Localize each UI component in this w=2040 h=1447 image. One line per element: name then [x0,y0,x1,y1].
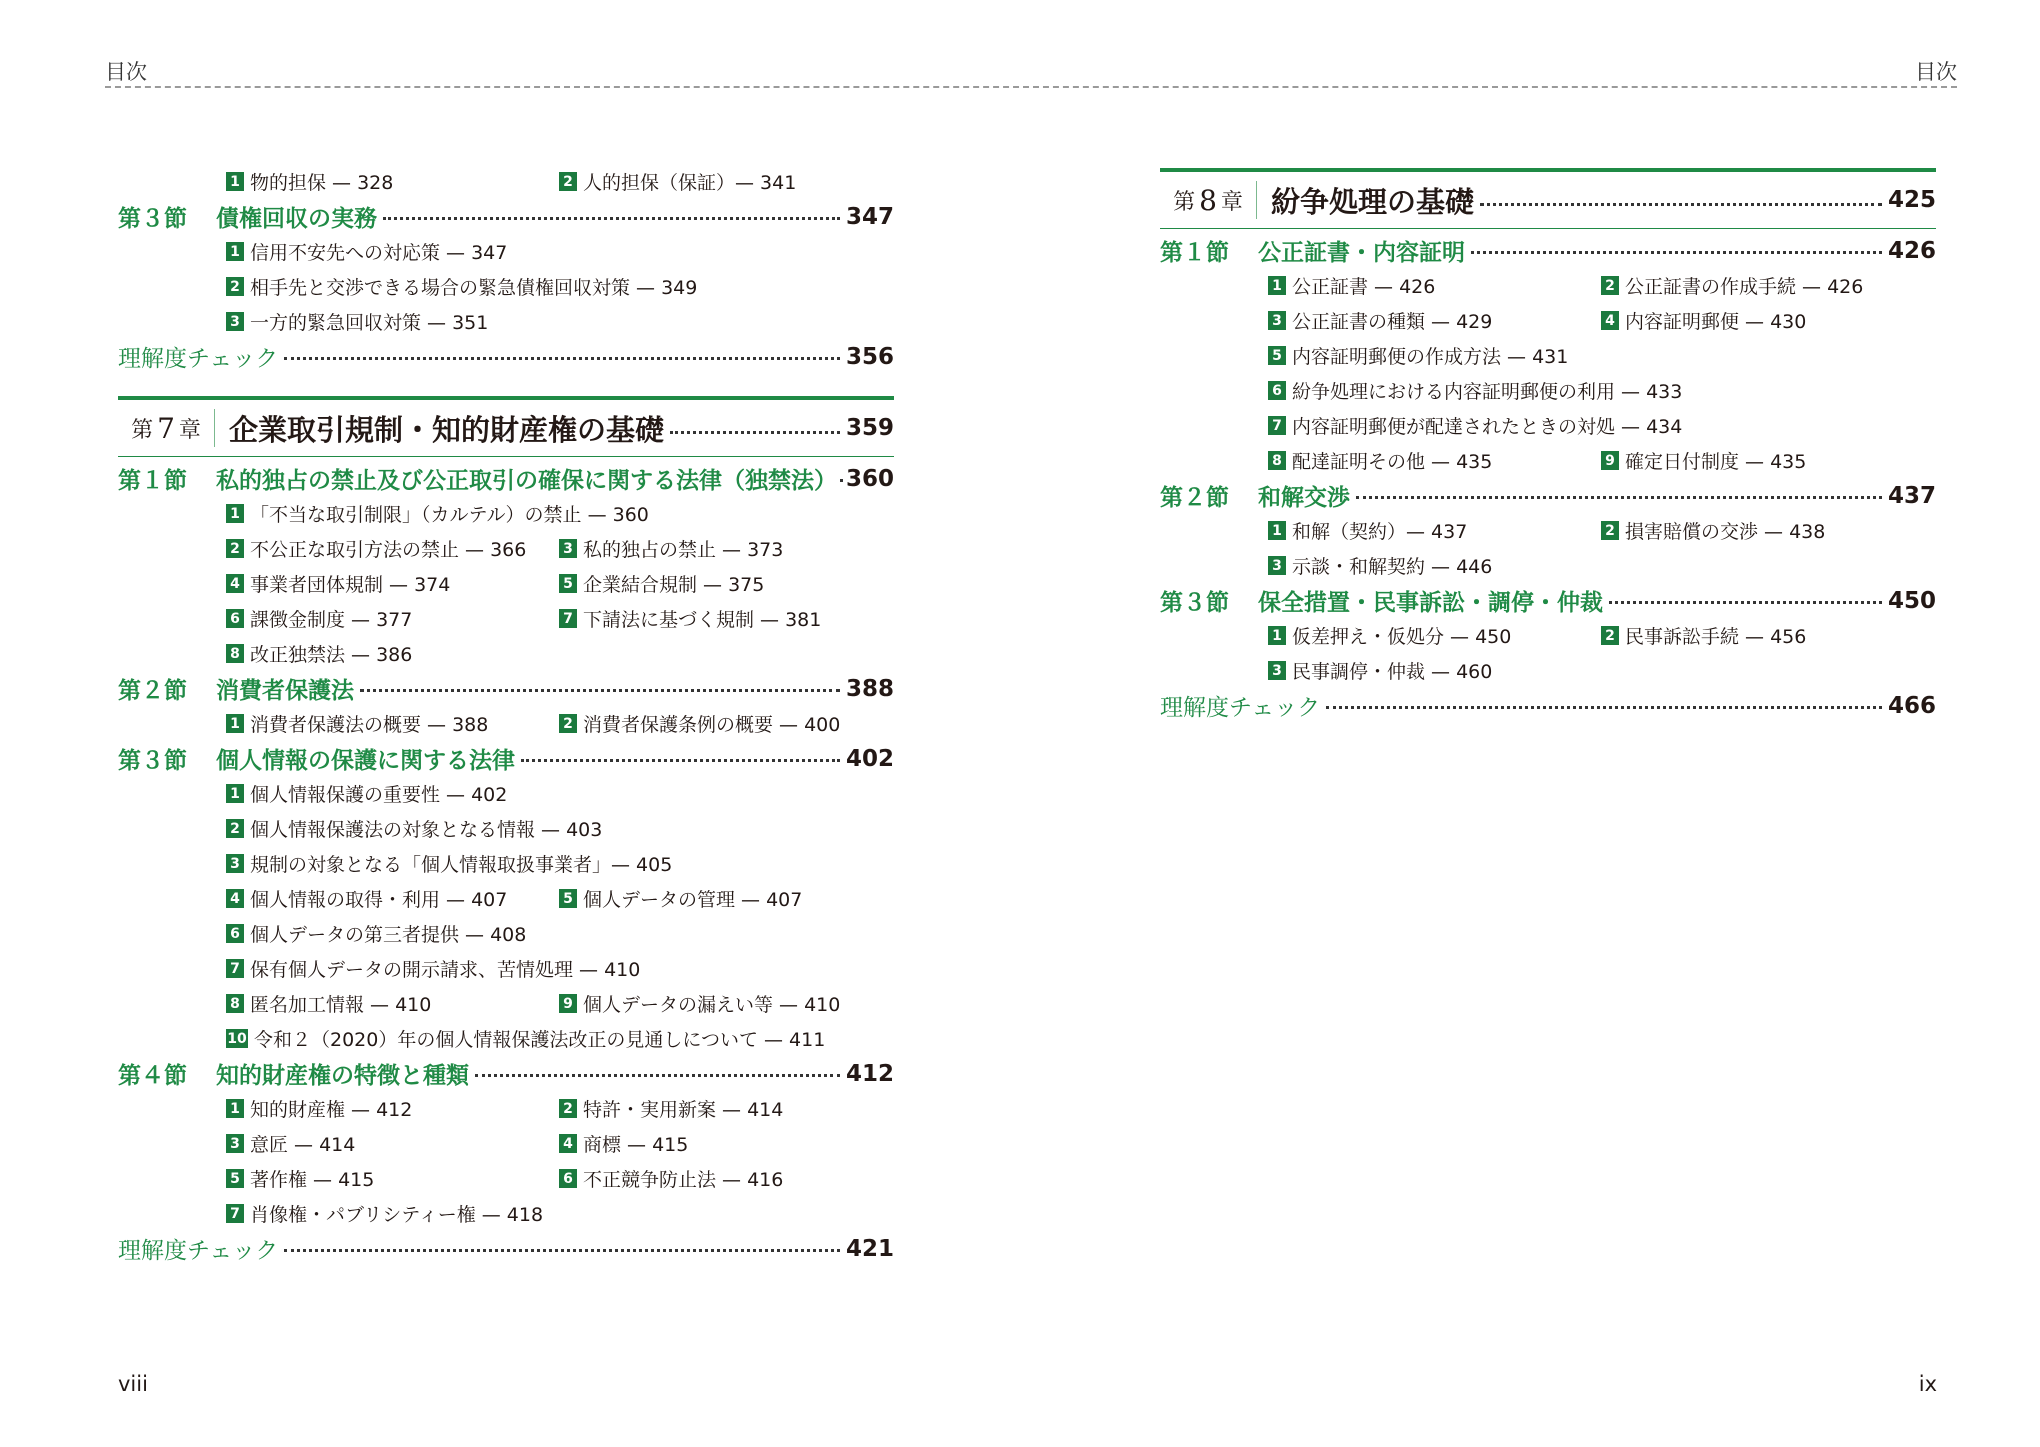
item-list [118,234,894,339]
section-entry[interactable] [118,199,894,234]
toc-item[interactable] [1268,517,1601,544]
item-number-badge: 2 [1601,276,1619,295]
item-text: 下請法に基づく規制 — 381 [583,609,822,631]
item-number-badge: 6 [226,924,244,943]
item-number-badge: 2 [226,277,244,296]
item-number-badge: 8 [1268,451,1286,470]
section-title: 個人情報の保護に関する法律 [216,748,515,774]
item-number-badge: 2 [559,1099,577,1118]
review-check-label: 理解度チェック [118,1238,279,1264]
item-text: 公正証書の種類 — 429 [1292,311,1493,333]
toc-item[interactable] [559,1095,783,1122]
item-text: 内容証明郵便 — 430 [1625,311,1807,333]
toc-item[interactable] [1601,622,1806,649]
page-number: 437 [1887,482,1936,509]
toc-item[interactable] [226,815,602,842]
toc-item[interactable] [226,168,559,195]
toc-item[interactable] [226,885,559,912]
item-text: 知的財産権 — 412 [250,1099,413,1121]
page-number: 388 [845,675,894,702]
toc-item[interactable] [1268,412,1682,439]
leader-dots [284,1249,840,1252]
toc-item[interactable] [559,1130,688,1157]
review-check-entry[interactable] [118,1231,894,1266]
item-number-badge: 2 [226,819,244,838]
toc-item[interactable] [226,273,697,300]
item-number-badge: 8 [226,644,244,663]
toc-item[interactable] [1268,377,1682,404]
toc-item[interactable] [226,500,649,527]
toc-item[interactable] [559,168,796,195]
item-text: 個人情報の取得・利用 — 407 [250,889,508,911]
item-text: 「不当な取引制限」（カルテル）の禁止 — 360 [250,504,649,526]
item-number-badge: 3 [559,539,577,558]
chapter-label: 第 7 章 [118,409,215,447]
page-number: 360 [845,465,894,492]
item-text: 個人データの漏えい等 — 410 [583,994,841,1016]
item-text: 個人データの管理 — 407 [583,889,803,911]
item-number-badge: 7 [1268,416,1286,435]
item-text: 仮差押え・仮処分 — 450 [1292,626,1512,648]
page-number: 426 [1887,237,1936,264]
toc-item[interactable] [1601,517,1825,544]
section-entry[interactable] [1160,233,1936,268]
item-text: 保有個人データの開示請求、苦情処理 — 410 [250,959,641,981]
item-number-badge: 3 [1268,311,1286,330]
item-text: 損害賠償の交渉 — 438 [1625,521,1826,543]
toc-item[interactable] [226,990,559,1017]
item-text: 匿名加工情報 — 410 [250,994,432,1016]
leader-dots [670,431,840,434]
page-number: 425 [1887,187,1936,213]
chapter-title: 企業取引規制・知的財産権の基礎 [229,412,665,447]
chapter-heading[interactable] [1160,168,1936,229]
item-number-badge: 2 [226,539,244,558]
item-number-badge: 5 [559,889,577,908]
toc-item[interactable] [226,605,559,632]
toc-item[interactable] [559,570,764,597]
item-text: 物的担保 — 328 [250,172,394,194]
section-title: 公正証書・内容証明 [1258,240,1465,266]
leader-dots [1471,251,1882,254]
item-text: 事業者団体規制 — 374 [250,574,451,596]
section-entry[interactable] [118,741,894,776]
leader-dots [521,759,840,762]
toc-item[interactable] [226,1025,825,1052]
running-header-right: 目次 [1915,60,1957,84]
item-text: 個人情報保護の重要性 — 402 [250,784,508,806]
section-title: 消費者保護法 [216,678,354,704]
page-folio-left: viii [118,1372,148,1396]
item-number-badge: 1 [226,1099,244,1118]
leader-dots [360,689,840,692]
section-label: 第４節 [118,1063,187,1089]
item-number-badge: 2 [1601,521,1619,540]
leader-dots [1609,601,1882,604]
item-number-badge: 7 [226,959,244,978]
section-title: 債権回収の実務 [216,206,377,232]
section-entry[interactable] [118,671,894,706]
item-number-badge: 7 [559,609,577,628]
page-number: 466 [1887,692,1936,719]
page-number: 347 [845,203,894,230]
item-list [118,706,894,741]
toc-item[interactable] [1268,552,1492,579]
toc-item[interactable] [1601,307,1806,334]
item-number-badge: 9 [1601,451,1619,470]
section-entry[interactable] [1160,478,1936,513]
item-text: 肖像権・パブリシティー権 — 418 [250,1204,544,1226]
item-number-badge: 8 [226,994,244,1013]
toc-item[interactable] [226,570,559,597]
toc-item[interactable] [559,885,802,912]
item-number-badge: 1 [226,172,244,191]
item-number-badge: 4 [226,574,244,593]
item-number-badge: 1 [226,242,244,261]
item-text: 民事訴訟手続 — 456 [1625,626,1807,648]
section-label: 第１節 [1160,240,1229,266]
section-entry[interactable] [118,461,894,496]
item-number-badge: 2 [559,172,577,191]
toc-item[interactable] [226,780,507,807]
item-number-badge: 6 [226,609,244,628]
item-number-badge: 5 [226,1169,244,1188]
toc-left-column [118,164,894,1266]
item-text: 和解（契約）— 437 [1292,521,1468,543]
item-list [118,496,894,671]
toc-item[interactable] [559,535,783,562]
page-folio-right: ix [1918,1372,1937,1396]
item-number-badge: 3 [1268,661,1286,680]
review-check-label: 理解度チェック [118,346,279,372]
leader-dots [1326,706,1882,709]
review-check-entry[interactable] [1160,688,1936,723]
chapter-number: 8 [1199,183,1217,217]
toc-item[interactable] [226,920,526,947]
toc-item[interactable] [226,955,640,982]
item-text: 個人情報保護法の対象となる情報 — 403 [250,819,603,841]
leader-dots [1356,496,1882,499]
item-text: 内容証明郵便が配達されたときの対処 — 434 [1292,416,1683,438]
page-number: 412 [845,1060,894,1087]
running-header-left: 目次 [105,60,147,84]
item-number-badge: 4 [559,1134,577,1153]
toc-item[interactable] [559,1165,783,1192]
item-number-badge: 3 [226,312,244,331]
item-text: 民事調停・仲裁 — 460 [1292,661,1493,683]
item-number-badge: 1 [1268,276,1286,295]
item-number-badge: 1 [1268,521,1286,540]
item-number-badge: 3 [1268,556,1286,575]
item-number-badge: 2 [1601,626,1619,645]
section-label: 第２節 [118,678,187,704]
item-text: 消費者保護法の概要 — 388 [250,714,489,736]
toc-item[interactable] [559,990,840,1017]
leader-dots [383,217,840,220]
item-text: 配達証明その他 — 435 [1292,451,1493,473]
toc-item[interactable] [1268,657,1492,684]
item-list [1160,268,1936,478]
item-text: 相手先と交渉できる場合の緊急債権回収対策 — 349 [250,277,698,299]
item-number-badge: 4 [226,889,244,908]
item-number-badge: 5 [559,574,577,593]
item-text: 私的独占の禁止 — 373 [583,539,784,561]
review-check-entry[interactable] [118,339,894,374]
item-number-badge: 3 [226,854,244,873]
item-text: 紛争処理における内容証明郵便の利用 — 433 [1292,381,1683,403]
item-list [1160,513,1936,583]
page-number: 421 [845,1235,894,1262]
item-text: 確定日付制度 — 435 [1625,451,1807,473]
toc-item[interactable] [226,1130,559,1157]
section-label: 第３節 [118,748,187,774]
section-entry[interactable] [118,1056,894,1091]
leader-dots [475,1074,840,1077]
item-number-badge: 4 [1601,311,1619,330]
toc-item[interactable] [559,710,840,737]
item-list [118,1091,894,1231]
toc-item[interactable] [1268,272,1601,299]
section-title: 和解交渉 [1258,485,1350,511]
item-number-badge: 6 [1268,381,1286,400]
item-number-badge: 2 [559,714,577,733]
toc-item[interactable] [226,710,559,737]
item-number-badge: 7 [226,1204,244,1223]
item-text: 規制の対象となる「個人情報取扱事業者」— 405 [250,854,673,876]
toc-item[interactable] [1268,342,1568,369]
review-check-label: 理解度チェック [1160,695,1321,721]
item-text: 商標 — 415 [583,1134,689,1156]
item-number-badge: 1 [226,504,244,523]
item-text: 示談・和解契約 — 446 [1292,556,1493,578]
section-title: 私的独占の禁止及び公正取引の確保に関する法律（独禁法） [216,468,837,494]
toc-item[interactable] [226,1095,559,1122]
item-number-badge: 3 [226,1134,244,1153]
item-text: 公正証書の作成手続 — 426 [1625,276,1864,298]
leader-dots [284,357,840,360]
toc-item[interactable] [226,640,412,667]
toc-item[interactable] [226,1200,543,1227]
leader-dots [840,479,843,482]
toc-item[interactable] [1268,307,1601,334]
item-text: 令和２（2020）年の個人情報保護法改正の見通しについて — 411 [254,1029,826,1051]
toc-item[interactable] [226,308,488,335]
item-number-badge: 1 [226,784,244,803]
item-text: 内容証明郵便の作成方法 — 431 [1292,346,1569,368]
item-text: 公正証書 — 426 [1292,276,1436,298]
page-number: 450 [1887,587,1936,614]
section-label: 第１節 [118,468,187,494]
item-text: 消費者保護条例の概要 — 400 [583,714,841,736]
item-text: 課徴金制度 — 377 [250,609,413,631]
leader-dots [1480,203,1882,206]
section-label: 第３節 [118,206,187,232]
item-text: 特許・実用新案 — 414 [583,1099,784,1121]
toc-item[interactable] [226,238,507,265]
section-title: 保全措置・民事訴訟・調停・仲裁 [1258,590,1603,616]
toc-item[interactable] [1601,272,1863,299]
item-text: 不公正な取引方法の禁止 — 366 [250,539,527,561]
item-list [1160,618,1936,688]
item-text: 改正独禁法 — 386 [250,644,413,666]
toc-item[interactable] [226,850,672,877]
toc-item[interactable] [1268,622,1601,649]
toc-item[interactable] [226,1165,559,1192]
item-number-badge: 1 [226,714,244,733]
section-title: 知的財産権の特徴と種類 [216,1063,469,1089]
item-text: 一方的緊急回収対策 — 351 [250,312,489,334]
chapter-title: 紛争処理の基礎 [1271,184,1475,219]
item-text: 人的担保（保証）— 341 [583,172,797,194]
header-dashed-rule [105,86,1957,88]
item-text: 個人データの第三者提供 — 408 [250,924,527,946]
toc-right-column [1160,152,1936,723]
page-number: 356 [845,343,894,370]
item-text: 信用不安先への対応策 — 347 [250,242,508,264]
item-list [118,776,894,1056]
item-text: 著作権 — 415 [250,1169,375,1191]
item-text: 企業結合規制 — 375 [583,574,765,596]
item-list [118,164,894,199]
item-number-badge: 6 [559,1169,577,1188]
section-label: 第２節 [1160,485,1229,511]
chapter-number: 7 [157,411,175,445]
item-number-badge: 9 [559,994,577,1013]
item-number-badge: 5 [1268,346,1286,365]
toc-item[interactable] [1601,447,1806,474]
section-label: 第３節 [1160,590,1229,616]
toc-item[interactable] [226,535,559,562]
chapter-label: 第 8 章 [1160,181,1257,219]
chapter-heading[interactable] [118,396,894,457]
toc-item[interactable] [1268,447,1601,474]
item-number-badge: 10 [227,1030,247,1047]
item-number-badge: 1 [1268,626,1286,645]
toc-item[interactable] [559,605,821,632]
item-text: 意匠 — 414 [250,1134,356,1156]
page-number: 402 [845,745,894,772]
page-number: 359 [845,415,894,441]
section-entry[interactable] [1160,583,1936,618]
item-text: 不正競争防止法 — 416 [583,1169,784,1191]
